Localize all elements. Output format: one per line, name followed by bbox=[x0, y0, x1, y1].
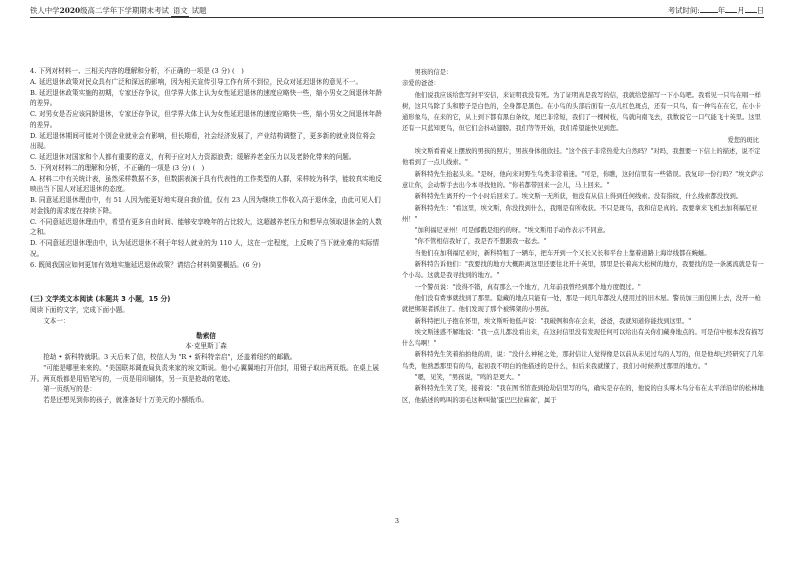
option-5b: B. 同意延迟退休理由中，有 51 人因为能更好地实现自我价值，仅有 23 人因为继续工作收入高于退休金，由此可见人们对金钱的需求度在持续下降。 bbox=[30, 196, 381, 215]
instruction: 阅读下面的文字，完成下面小题。 bbox=[30, 306, 129, 314]
option-4e: C. 延迟退休对国家和个人都有重要的意义，有利于应对人力资源浪费；缓解养老金压力以及老龄化带来的问题。 bbox=[30, 153, 356, 161]
left-column bbox=[30, 66, 382, 406]
story-para-r6: 新科特先生离开约一个小时后回来了。埃文斯一无所获，他没有从信上得到任何线索。没有指纹，什么线索都没找到。 bbox=[414, 193, 743, 201]
paragraph-2: "可能是哪里来来的。"美国联邦调查局负责来家的埃文斯说。他小心翼翼地打开信封，用镊子取出两页纸。在桌上展开。两页纸都是用铅笔写的，一页是用印刷体，另一页是抢劫的笔迹。 bbox=[30, 363, 379, 383]
story-para-r16: 新科特先生笑着拍拍他的肩，说："没什么神秘之处，那封信让人觉得像是以前从未见过鸟的人写的，但是他却已经研究了几年鸟类，他熟悉那里有的鸟，起初我不明白的他描述的是什么，但后来我就懂了，我们小时候养过那里的地方。" bbox=[402, 351, 764, 370]
story-para-r14: 新科特把儿子抱在怀里，埃文斯听他低声说："我破例和你在会来，爸爸，我就知道你能找到这里。" bbox=[414, 317, 692, 325]
subject-field: 语文 bbox=[172, 6, 188, 15]
story-para-r12: 一个警员说："没得不错，真有那么一个地方，几年前我曾经到那个地方度假过。" bbox=[414, 283, 641, 291]
story-para-r4: 埃文斯看着桌上摆放的男孩的照片，男孩身体很欣挂。"这个孩子非常热爱大自然吗？"对吗，我想要一下信上的描述，说不定他看到了一点儿线索。" bbox=[402, 148, 761, 167]
story-para-r17: "嗯，见笑，"男孩说，"鸣的是更大。" bbox=[414, 374, 521, 382]
header-rule bbox=[30, 17, 764, 18]
paragraph-4: 若是还想见到你的孩子，就准备好十万美元的小额纸币。 bbox=[43, 396, 209, 404]
text-1-label: 文本一： bbox=[43, 316, 70, 325]
exam-time: 考试时间: 年 月 日 bbox=[667, 6, 764, 15]
section-3-heading: (三) 文学类文本阅读 (本题共 3 小题，15 分) bbox=[30, 295, 171, 304]
paragraph-1: 抢劫 • 新科特就职。3 天后来了信，校信人为 "R • 新科特亲启"，还盖着纽约的邮戳。 bbox=[43, 353, 297, 361]
letter-intro: 男孩的信是： bbox=[414, 69, 453, 76]
story-para-r7: 新科特先生："看这里，埃文斯，你没找到什么，我刚是有所收获。不只是斑鸟，我和信是真的。我要拿来飞机去加利福尼亚州！" bbox=[402, 204, 758, 223]
option-4a: A. 延迟退休政策对民众具有广泛和深远的影响，因为相关宣传引导工作有所不到位，民众对延迟退休的意见不一。 bbox=[30, 77, 363, 86]
option-5a: A. 材料二中有关统计表，虽然采样数据不多，但数据表演于具有代表性的工作类型的人群，采样较为科学，能较真实地反映出当下国人对延迟退休的态度。 bbox=[30, 174, 382, 194]
exam-title: 铁人中学2020级高二学年下学期期末考试 语文 试题 bbox=[30, 6, 207, 15]
question-4: 4. 下列对材料一、三相关内容的理解和分析，不正确的一项是 (3 分) ( ) bbox=[30, 67, 244, 75]
story-author: 本·克里斯丁森 bbox=[185, 342, 227, 351]
letter-body: 他们说我应该给您写封平安信，来证明我没有死。为了证明真是我写的信，我就给您描写一下小岛吧。我看见一只鸟在唱一样树，这只鸟除了头和脖子是白色的，全身都是黑色。在小鸟的头部后面有一点儿红色斑点，还有一只鸟，有一种鸟在在它，在小卡通形象鸟，在来的它，从上到下都有黑白条纹，尾巴非常短，我们了一棵树枝，鸟就向南飞去，我数说它一口气能飞十英里。这里还有一只蓝知更鸟，但它们会抖动翅膀。我们等等开始，我们希望能快见到您。 bbox=[402, 91, 761, 133]
story-para-r9: "你不管相信我好了，我是否不想跟我一起去。" bbox=[414, 238, 547, 246]
story-para-r11: 新科特告诉他们："我要找的地方大概距离这里还要往北开十英里，那里是长着高大松树的地方，我要找的是一条溪流就是有一个小岛。这就是我寻找到的地方。" bbox=[402, 261, 764, 280]
option-4c: C. 对男女是否应该同龄退休，专家还存争议，但学界大体上认为女性延迟退休的速度应略快一些，缩小男女之间退休年龄的差异。 bbox=[30, 110, 382, 129]
paragraph-3: 第一页纸写的是： bbox=[43, 385, 96, 394]
letter-salutation: 亲爱的爸爸： bbox=[402, 80, 440, 88]
story-para-r13: 他们没有费事就找到了那里。隐藏的地点只能有一处，那是一间几年都没人使用过的旧木屋。警员加三面包围上去，没开一枪就把绑架者抓住了。他们发现了那个被绑架的小男孩。 bbox=[402, 294, 761, 314]
option-4d: D. 延迟退休期间可能对个别企业就业会有影响，但长期看，社会经济发展了，产业结构调整了，更多新的就业岗位将会出现。 bbox=[30, 131, 376, 151]
story-para-r8: "加利福尼亚州！可是邮戳是纽约的呀。"埃文斯用手动作表示不同意。 bbox=[414, 227, 610, 235]
question-5: 5. 下列对材料二的理解和分析，不正确的一项是 (3 分) ( ) bbox=[30, 163, 205, 172]
question-6: 6. 既阅我国应如何更加有效地实施延迟退休政策？请结合材料简要概括。(6 分) bbox=[30, 260, 261, 269]
story-para-r5: 新科特先生抬起头来。"是呀，他向来对野生鸟类非常着迷。"可是，你瞧，这封信里有一些错误。我复印一份行吗？"埃文萨示意让你，会动帮手去出今本寻找他的。"你若都带回来一会儿，马上回来。" bbox=[402, 170, 764, 189]
letter-signature: 爱您的斑比 bbox=[727, 136, 759, 144]
option-4b: B. 延迟退休政策实施的初期，专家还存争议，但学界大体上认为女性延迟退休的速度应略快一些，缩小男女之间退休年龄的差异。 bbox=[30, 88, 382, 108]
page-number: 3 bbox=[394, 517, 400, 525]
story-title: 勒索信 bbox=[196, 331, 216, 340]
story-para-r15: 埃文斯迷惑不解地说："我一点儿都没看出来，在这封信里没有发现任何可以给出有关你们藏身地点的。可是信中根本没有描写什么鸟啊！" bbox=[402, 328, 764, 348]
story-para-r10: 当他们在加利福尼亚时，新科特租了一辆车，把车开到一个又长又长和平台上靠着道路上海岸线都在蜿蜒。 bbox=[414, 249, 711, 257]
right-column bbox=[402, 67, 765, 406]
option-5d: D. 不同意延迟退休理由中，认为延迟退休不利于年轻人就业的为 110 人，这在一定程度，上反映了当下就业难的实际情况。 bbox=[30, 239, 380, 258]
option-5c: C. 不同意延迟退休理由中，希望有更多自由时间、能够安享晚年的占比较大，这超越养老压力和想早点领取退休金的人数之和。 bbox=[30, 217, 382, 237]
story-para-r18: 新科特先生笑了笑，接着说："我在图书馆查到抢劫信里写的鸟，确实是存在的，他说的白头啄木鸟分布在太平洋沿岸的松林地区，他描述的鸣叫的羽毛这种叫做'蛋巴巴拉麻雀'，属于 bbox=[402, 385, 764, 404]
